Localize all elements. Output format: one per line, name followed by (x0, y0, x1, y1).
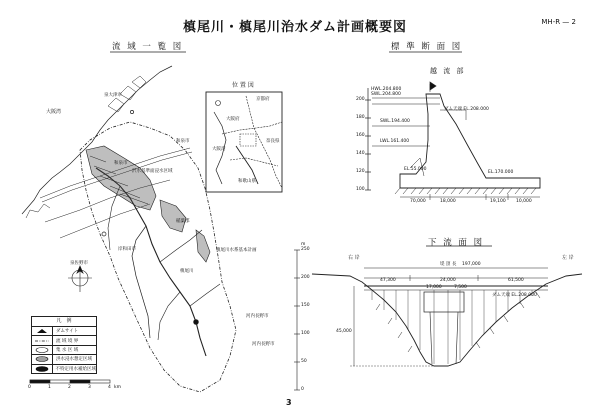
legend-row-catchment (32, 346, 96, 355)
map-label-6: 河内長野市 (246, 314, 269, 319)
vscale-150: 150 (301, 303, 310, 308)
crest-length-value: 197,000 (462, 262, 481, 267)
elev-swl-2: SWL.194.400 (380, 119, 410, 124)
map-scale-bar (30, 380, 110, 383)
legend-label: ダムサイト (56, 329, 79, 335)
scale-label-4: 4 (108, 385, 111, 390)
elev-lwl: LWL.161.400 (380, 139, 410, 144)
scale-label-2: 2 (68, 385, 71, 390)
scale-label-0: 0 (28, 385, 31, 390)
location-label-nara: 奈良県 (266, 139, 280, 144)
location-label-bay: 大阪湾 (212, 147, 226, 152)
right-bank-label: 左 岸 (562, 255, 574, 261)
vscale-100: 100 (301, 331, 310, 336)
legend-label: 不特定用水補給区域 (55, 366, 96, 372)
location-label-kyoto: 京都府 (256, 97, 270, 102)
legend-row-basin (32, 336, 96, 345)
location-map-title: 位 置 図 (232, 82, 254, 89)
vertical-scale (294, 250, 300, 390)
down-dim-2: 24,000 (440, 278, 456, 283)
map-label-8: 泉佐野市 (70, 261, 88, 266)
vscale-200: 200 (301, 275, 310, 280)
osaka-bay-label: 大阪湾 (46, 109, 62, 115)
y-tick-160: 160 (356, 133, 365, 138)
dam-height: 45,000 (336, 329, 352, 334)
elev-swl-1: SWL.204.800 (371, 92, 401, 97)
down-dim-5: 7,500 (454, 285, 467, 290)
y-tick-200: 200 (356, 97, 365, 102)
map-label-5: 稲葉郡 (176, 219, 190, 224)
flood-area-label: 沢水基準面浸水区域 (132, 169, 173, 174)
map-label-3: 和泉市 (176, 139, 190, 144)
vscale-0: 0 (301, 387, 304, 392)
map-label-1: 泉大津市 (104, 93, 122, 98)
legend (31, 316, 97, 374)
left-bank-label: 右 岸 (348, 255, 360, 261)
location-label-osaka: 大阪府 (226, 117, 240, 122)
legend-title: 凡 例 (32, 317, 96, 327)
dam-crest-label: ダム天端 EL.208.000 (444, 107, 489, 112)
location-label-wakayama: 和歌山県 (238, 179, 256, 184)
crest-length-label: 堤 頂 長 (440, 262, 457, 267)
legend-label: 集 水 区 域 (56, 347, 79, 353)
vscale-50: 50 (301, 359, 307, 364)
y-tick-120: 120 (356, 169, 365, 174)
scale-label-3: 3 (88, 385, 91, 390)
section-dim-4: 70,000 (410, 199, 426, 204)
page-number: 3 (286, 398, 292, 407)
scale-label-unit: km (114, 385, 121, 390)
elev-hwl: HWL.204.800 (371, 87, 402, 92)
down-dim-4: 17,000 (426, 285, 442, 290)
vscale-unit: m (301, 242, 306, 247)
y-tick-180: 180 (356, 115, 365, 120)
scale-label-1: 1 (48, 385, 51, 390)
document-number: MH-R — 2 (541, 18, 576, 26)
river-system-label: 槙尾川水系基本計画 (216, 248, 257, 253)
y-tick-140: 140 (356, 151, 365, 156)
elev-170: EL.170.000 (488, 170, 514, 175)
downstream-view-title: 下 流 面 図 (428, 238, 485, 248)
legend-row-dam-site (32, 327, 96, 336)
section-dim-1: 18,000 (440, 199, 456, 204)
standard-section-title: 標 準 断 面 図 (391, 42, 463, 52)
legend-label: 流 域 境 界 (56, 338, 79, 344)
down-dim-1: 47,300 (380, 278, 396, 283)
legend-row-water-supply (32, 365, 96, 373)
section-dim-3: 10,000 (516, 199, 532, 204)
overflow-section-subtitle: 越 流 部 (430, 67, 466, 75)
legend-row-flood (32, 355, 96, 364)
section-dim-2: 19,100 (490, 199, 506, 204)
map-label-7: 河内長野市 (252, 342, 275, 347)
map-label-4: 岸和田市 (118, 247, 136, 252)
overview-map-title: 流 域 一 覧 図 (112, 42, 184, 52)
down-dam-crest: ダム天端 EL.208.000 (492, 293, 537, 298)
down-dim-3: 61,500 (508, 278, 524, 283)
elev-55: EL.55.000 (404, 167, 427, 172)
map-label-2: 和泉市 (114, 161, 128, 166)
legend-label: 洪水浸水想定区域 (56, 357, 92, 363)
y-tick-100: 100 (356, 187, 365, 192)
page-title: 槙尾川・槙尾川治水ダム計画概要図 (182, 20, 407, 35)
vscale-250: 250 (301, 247, 310, 252)
river-label: 槙尾川 (180, 269, 194, 274)
